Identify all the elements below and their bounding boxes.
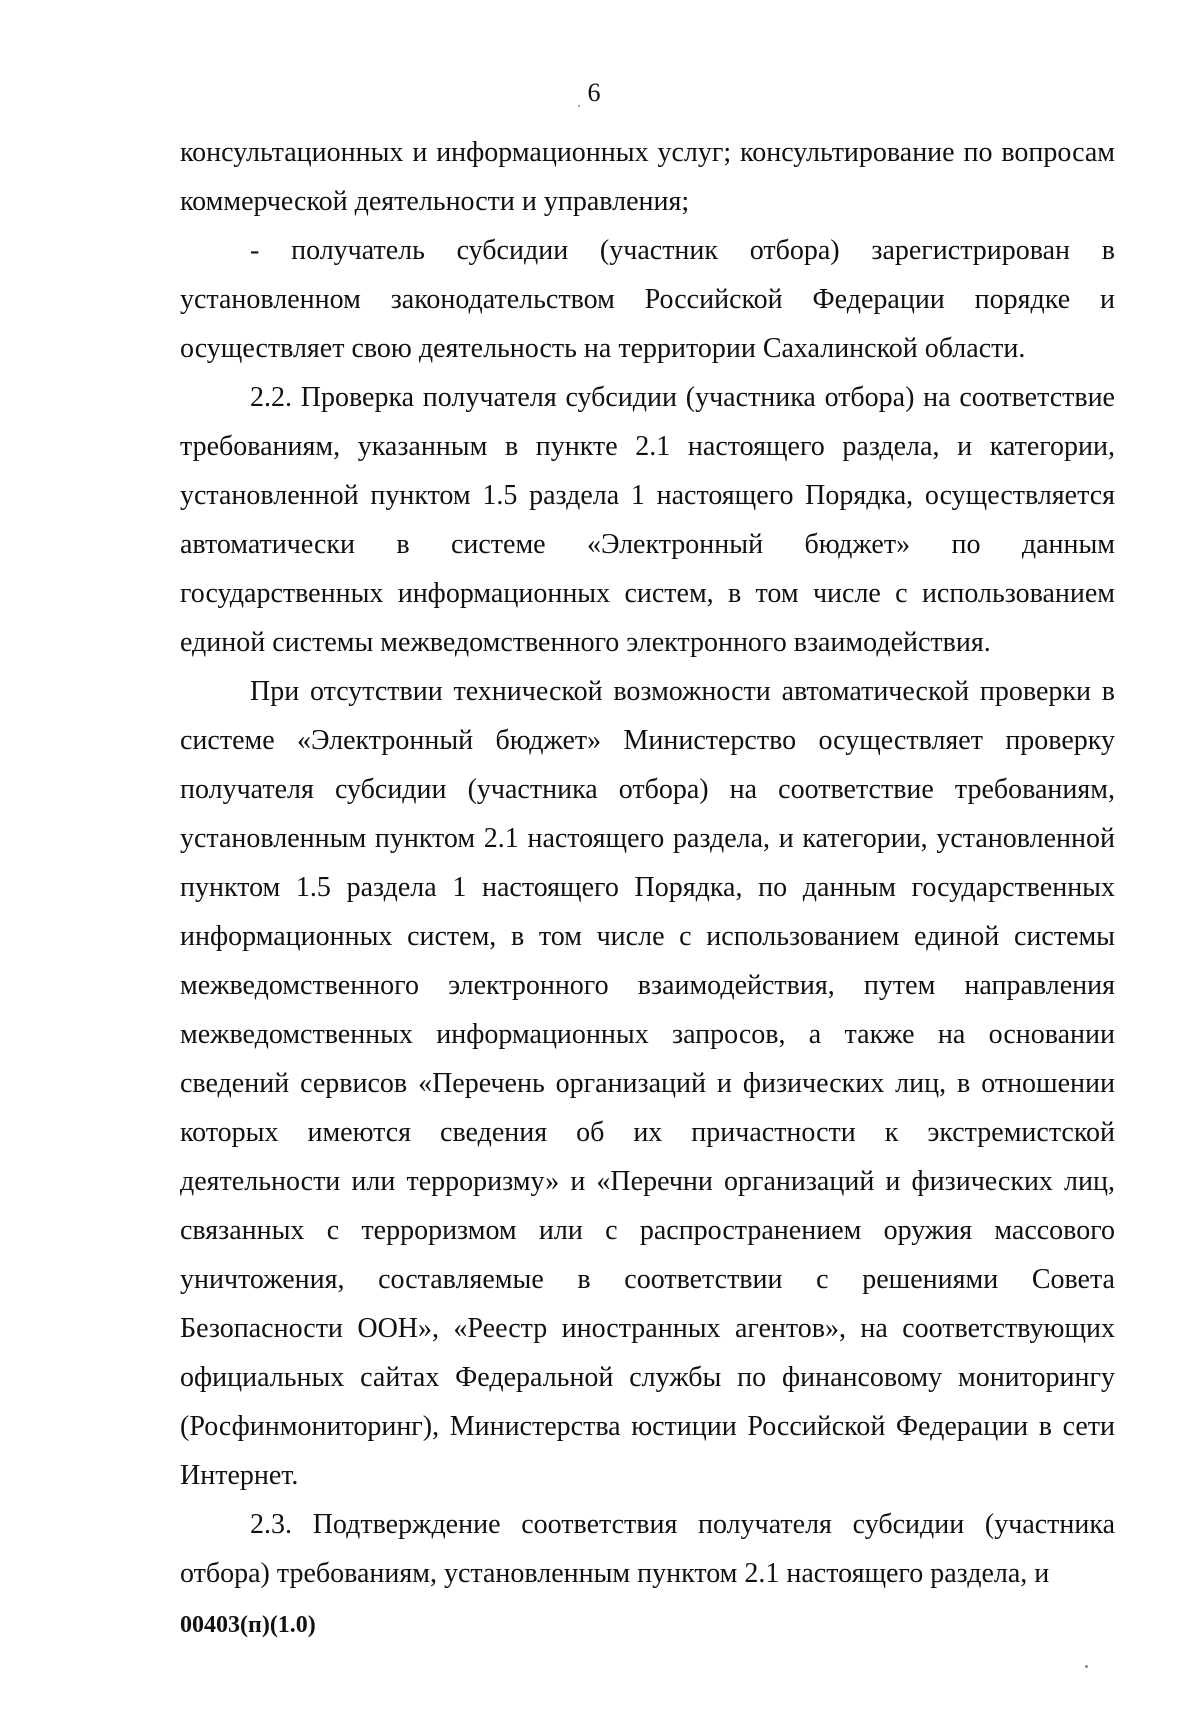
paragraph-2-3: 2.3. Подтверждение соответствия получателя субсидии (участника отбора) требованиям, установленным пунктом 2.1 настоящего раздела, и xyxy=(180,1509,1115,1589)
paragraph-registration-requirement: - получатель субсидии (участник отбора) зарегистрирован в установленном законодательством Российской Федерации порядке и осуществляет свою деятельность на территории Сахалинской области. xyxy=(180,235,1115,364)
document-footer-code: 00403(п)(1.0) xyxy=(180,1612,316,1638)
document-body xyxy=(180,128,1115,1598)
scan-speck xyxy=(578,105,580,107)
paragraph-continuation: консультационных и информационных услуг; консультирование по вопросам коммерческой деятельности и управления; xyxy=(180,137,1115,217)
paragraph-2-2: 2.2. Проверка получателя субсидии (участника отбора) на соответствие требованиям, указанным в пункте 2.1 настоящего раздела, и категории, установленной пунктом 1.5 раздела 1 настоящего Порядка, осуществляется автоматически в системе «Электронный бюджет» по данным государственных информационных систем, в том числе с использованием единой системы межведомственного электронного взаимодействия. xyxy=(180,382,1115,658)
paragraph-manual-check: При отсутствии технической возможности автоматической проверки в системе «Электронный бюджет» Министерство осуществляет проверку получателя субсидии (участника отбора) на соответствие требованиям, установленным пунктом 2.1 настоящего раздела, и категории, установленной пунктом 1.5 раздела 1 настоящего Порядка, по данным государственных информационных систем, в том числе с использованием единой системы межведомственного электронного взаимодействия, путем направления межведомственных информационных запросов, а также на основании сведений сервисов «Перечень организаций и физических лиц, в отношении которых имеются сведения об их причастности к экстремистской деятельности или терроризму» и «Перечни организаций и физических лиц, связанных с терроризмом или с распространением оружия массового уничтожения, составляемые в соответствии с решениями Совета Безопасности ООН», «Реестр иностранных агентов», на соответствующих официальных сайтах Федеральной службы по финансовому мониторингу (Росфинмониторинг), Министерства юстиции Российской Федерации в сети Интернет. xyxy=(180,676,1115,1491)
page-number: 6 xyxy=(587,78,601,107)
scan-speck xyxy=(1085,1665,1088,1668)
